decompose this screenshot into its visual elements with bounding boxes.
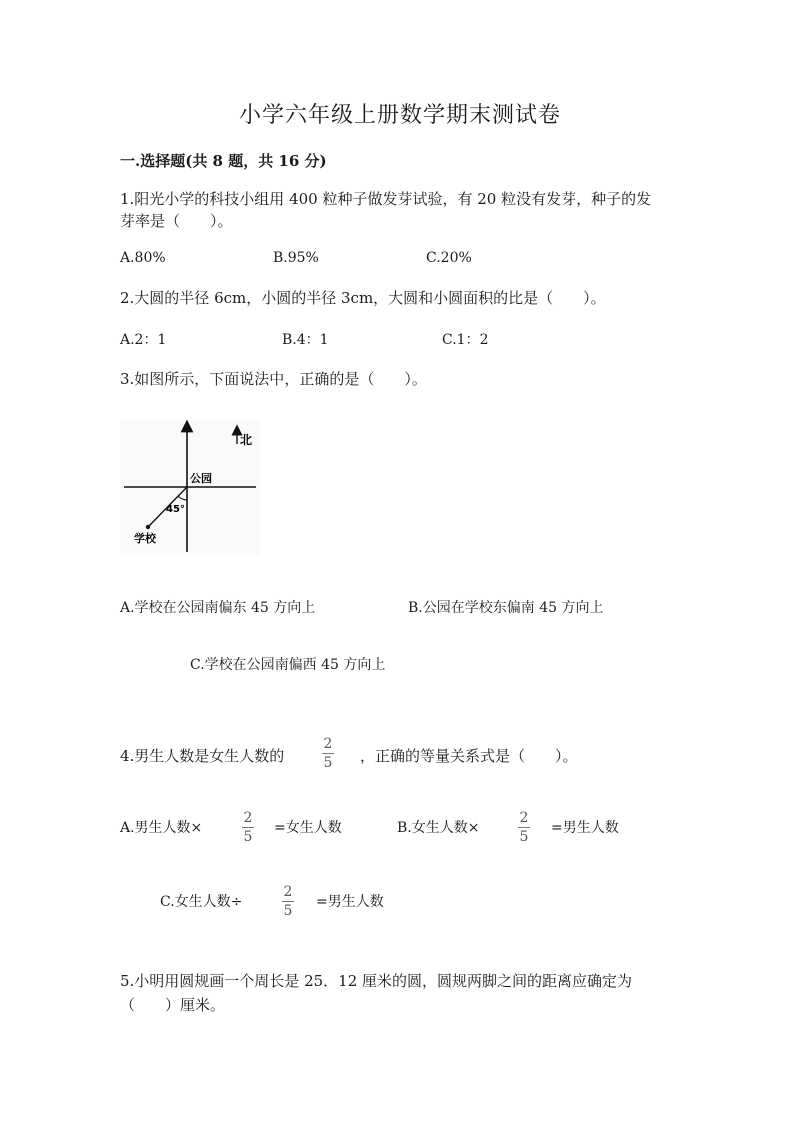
question-2-option-a[interactable]: A.2：1 (120, 332, 167, 348)
question-4-text-after: ，正确的等量关系式是（ ）。 (360, 747, 578, 765)
question-1-option-a[interactable]: A.80% (120, 250, 166, 266)
fraction-numerator: 2 (283, 884, 293, 900)
question-4-option-a[interactable]: A.男生人数× (120, 820, 203, 836)
question-5-line-1: 5.小明用圆规画一个周长是 25．12 厘米的圆，圆规两脚之间的距离应确定为 (120, 972, 633, 990)
question-2-option-b[interactable]: B.4：1 (282, 332, 329, 348)
fraction-denominator: 5 (283, 903, 293, 919)
page-title: 小学六年级上册数学期末测试卷 (238, 103, 561, 128)
question-5-line-2: （ ）厘米。 (120, 996, 226, 1014)
fraction-numerator: 2 (323, 736, 333, 752)
question-1-line-1: 1.阳光小学的科技小组用 400 粒种子做发芽试验，有 20 粒没有发芽，种子的发 (120, 190, 652, 208)
fraction-numerator: 2 (243, 810, 253, 826)
school-point (146, 525, 150, 529)
question-2-text: 2.大圆的半径 6cm，小圆的半径 3cm，大圆和小圆面积的比是（ ）。 (120, 289, 606, 307)
fraction-denominator: 5 (323, 755, 333, 771)
question-3-option-c[interactable]: C.学校在公园南偏西 45 方向上 (190, 657, 386, 673)
school-label: 学校 (134, 532, 156, 545)
north-label: 北 (240, 433, 253, 447)
question-4-option-c[interactable]: C.女生人数÷ (160, 894, 243, 910)
question-1-option-c[interactable]: C.20% (426, 250, 472, 266)
question-4-option-c-fraction (280, 885, 296, 918)
question-4-option-b-rest: =男生人数 (551, 820, 619, 836)
question-4-option-c-rest: =男生人数 (316, 894, 384, 910)
question-2-option-c[interactable]: C.1：2 (442, 332, 489, 348)
fraction-numerator: 2 (519, 810, 529, 826)
question-3-text: 3.如图所示，下面说法中，正确的是（ ）。 (120, 370, 427, 388)
question-3-option-b[interactable]: B.公园在学校东偏南 45 方向上 (408, 600, 604, 616)
fraction-denominator: 5 (243, 829, 253, 845)
question-4-option-b[interactable]: B.女生人数× (397, 820, 480, 836)
fraction-bar (518, 827, 530, 828)
angle-label: 45° (166, 504, 185, 515)
fraction-bar (322, 753, 334, 754)
question-4-fraction (320, 737, 336, 770)
angle-arc (178, 496, 187, 500)
section-heading: 一.选择题(共 8 题，共 16 分) (120, 152, 327, 170)
question-4-option-a-fraction (240, 811, 256, 844)
direction-diagram (120, 420, 260, 555)
fraction-bar (242, 827, 254, 828)
question-1-option-b[interactable]: B.95% (273, 250, 319, 266)
fraction-bar (282, 901, 294, 902)
direction-diagram-svg (120, 420, 260, 555)
park-label: 公园 (190, 472, 212, 485)
question-4-option-b-fraction (516, 811, 532, 844)
question-1-line-2: 芽率是（ ）。 (120, 212, 233, 230)
question-3-option-a[interactable]: A.学校在公园南偏东 45 方向上 (120, 600, 316, 616)
question-4-option-a-rest: =女生人数 (274, 820, 342, 836)
question-4-text-before: 4.男生人数是女生人数的 (120, 747, 285, 765)
fraction-denominator: 5 (519, 829, 529, 845)
